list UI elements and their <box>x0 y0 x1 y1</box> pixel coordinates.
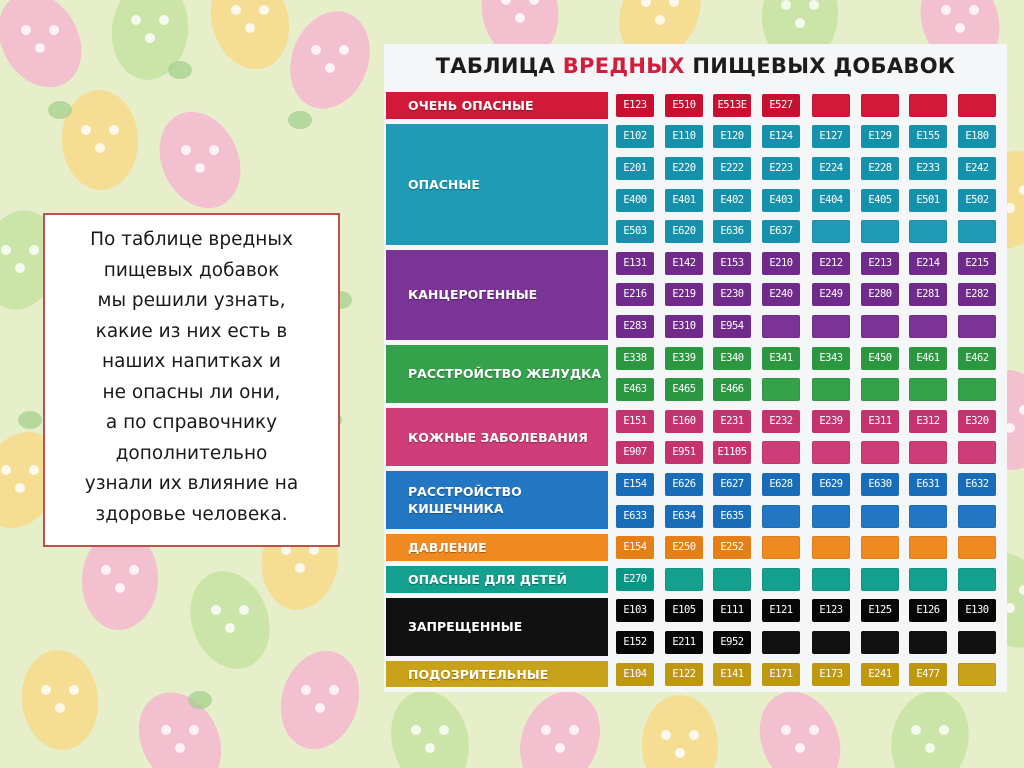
description-line: мы решили узнать, <box>97 290 286 311</box>
additive-code-cell: E282 <box>958 283 996 306</box>
category-label: ОПАСНЫЕ <box>386 124 608 245</box>
category-label: КОЖНЫЕ ЗАБОЛЕВАНИЯ <box>386 408 608 466</box>
category-label: ЗАПРЕЩЕННЫЕ <box>386 598 608 656</box>
empty-code-cell <box>812 631 850 654</box>
description-textbox <box>43 213 340 547</box>
additive-code-cell: E1105 <box>713 441 751 464</box>
empty-code-cell <box>812 505 850 528</box>
additive-code-cell: E223 <box>762 157 800 180</box>
empty-code-cell <box>909 568 947 591</box>
egg-dot <box>781 725 791 735</box>
egg-dot <box>209 145 219 155</box>
additive-code-cell: E124 <box>762 125 800 148</box>
egg-shape <box>506 679 614 768</box>
empty-code-cell <box>861 94 899 117</box>
additive-code-cell: E103 <box>616 599 654 622</box>
egg-shape <box>200 0 301 79</box>
additive-code-cell: E312 <box>909 410 947 433</box>
empty-code-cell <box>958 220 996 243</box>
category-label: РАССТРОЙСТВО ЖЕЛУДКА <box>386 345 608 403</box>
egg-dot <box>55 703 65 713</box>
empty-code-cell <box>958 378 996 401</box>
additive-code-cell: E503 <box>616 220 654 243</box>
egg-dot <box>195 163 205 173</box>
additive-code-cell: E120 <box>713 125 751 148</box>
additive-code-cell: E513E <box>713 94 751 117</box>
egg-dot <box>1 465 11 475</box>
additive-code-cell: E110 <box>665 125 703 148</box>
egg-dot <box>259 5 269 15</box>
empty-code-cell <box>812 536 850 559</box>
additive-code-cell: E215 <box>958 252 996 275</box>
additive-code-cell: E210 <box>762 252 800 275</box>
empty-code-cell <box>861 315 899 338</box>
empty-code-cell <box>762 631 800 654</box>
additive-code-cell: E219 <box>665 283 703 306</box>
egg-dot <box>49 25 59 35</box>
additive-code-cell: E527 <box>762 94 800 117</box>
additive-code-cell: E222 <box>713 157 751 180</box>
egg-shape <box>745 679 855 768</box>
additive-code-cell: E154 <box>616 536 654 559</box>
category-label: ПОДОЗРИТЕЛЬНЫЕ <box>386 661 608 688</box>
empty-code-cell <box>909 536 947 559</box>
additive-code-cell: E252 <box>713 536 751 559</box>
additive-code-cell: E636 <box>713 220 751 243</box>
empty-code-cell <box>762 441 800 464</box>
egg-shape <box>60 89 139 192</box>
additive-code-cell: E249 <box>812 283 850 306</box>
additive-code-cell: E283 <box>616 315 654 338</box>
additive-code-cell: E629 <box>812 473 850 496</box>
egg-dot <box>29 465 39 475</box>
additive-code-cell: E105 <box>665 599 703 622</box>
additive-code-cell: E404 <box>812 189 850 212</box>
additive-code-cell: E123 <box>812 599 850 622</box>
description-line: дополнительно <box>115 442 268 464</box>
empty-code-cell <box>762 505 800 528</box>
egg-dot <box>661 730 671 740</box>
egg-dot <box>41 685 51 695</box>
additive-code-cell: E239 <box>812 410 850 433</box>
egg-dot <box>29 245 39 255</box>
additive-code-cell: E180 <box>958 125 996 148</box>
egg-shape <box>17 646 103 753</box>
additive-code-cell: E627 <box>713 473 751 496</box>
additive-code-cell: E343 <box>812 347 850 370</box>
additive-code-cell: E462 <box>958 347 996 370</box>
additive-code-cell: E241 <box>861 663 899 686</box>
additive-code-cell: E211 <box>665 631 703 654</box>
egg-dot <box>425 743 435 753</box>
empty-code-cell <box>861 536 899 559</box>
additive-code-cell: E463 <box>616 378 654 401</box>
additive-code-cell: E339 <box>665 347 703 370</box>
additive-code-cell: E280 <box>861 283 899 306</box>
egg-dot <box>955 23 965 33</box>
egg-dot <box>325 63 335 73</box>
additive-code-cell: E141 <box>713 663 751 686</box>
additive-code-cell: E224 <box>812 157 850 180</box>
empty-code-cell <box>812 220 850 243</box>
egg-dot <box>439 725 449 735</box>
egg-dot <box>231 5 241 15</box>
confetti-dot <box>48 101 72 119</box>
egg-dot <box>689 730 699 740</box>
additive-code-cell: E630 <box>861 473 899 496</box>
egg-dot <box>411 725 421 735</box>
egg-dot <box>311 45 321 55</box>
additive-code-cell: E954 <box>713 315 751 338</box>
additive-code-cell: E111 <box>713 599 751 622</box>
additive-code-cell: E628 <box>762 473 800 496</box>
title-accent: ВРЕДНЫХ <box>562 54 685 78</box>
egg-dot <box>245 23 255 33</box>
confetti-dot <box>188 691 212 709</box>
empty-code-cell <box>762 378 800 401</box>
additive-code-cell: E228 <box>861 157 899 180</box>
egg-dot <box>115 583 125 593</box>
additive-code-cell: E233 <box>909 157 947 180</box>
additive-code-cell: E405 <box>861 189 899 212</box>
additive-code-cell: E155 <box>909 125 947 148</box>
description-line: По таблице вредных <box>90 229 293 250</box>
egg-dot <box>301 685 311 695</box>
additive-code-cell: E620 <box>665 220 703 243</box>
additive-code-cell: E401 <box>665 189 703 212</box>
additive-code-cell: E502 <box>958 189 996 212</box>
additive-code-cell: E465 <box>665 378 703 401</box>
category-label: КАНЦЕРОГЕННЫЕ <box>386 250 608 340</box>
egg-dot <box>81 125 91 135</box>
additive-code-cell: E320 <box>958 410 996 433</box>
empty-code-cell <box>665 568 703 591</box>
empty-code-cell <box>861 378 899 401</box>
empty-code-cell <box>958 663 996 686</box>
additive-code-cell: E232 <box>762 410 800 433</box>
category-label: ОЧЕНЬ ОПАСНЫЕ <box>386 92 608 119</box>
egg-dot <box>329 685 339 695</box>
egg-dot <box>109 125 119 135</box>
egg-shape <box>144 99 255 222</box>
additive-code-cell: E214 <box>909 252 947 275</box>
description-line: а по справочнику <box>105 412 278 433</box>
empty-code-cell <box>958 536 996 559</box>
empty-code-cell <box>812 94 850 117</box>
egg-shape <box>882 683 979 768</box>
additive-code-cell: E952 <box>713 631 751 654</box>
additive-code-cell: E102 <box>616 125 654 148</box>
egg-dot <box>69 685 79 695</box>
additive-code-cell: E152 <box>616 631 654 654</box>
additive-code-cell: E281 <box>909 283 947 306</box>
empty-code-cell <box>762 568 800 591</box>
egg-dot <box>21 25 31 35</box>
empty-code-cell <box>909 94 947 117</box>
category-label: ДАВЛЕНИЕ <box>386 534 608 561</box>
additive-code-cell: E403 <box>762 189 800 212</box>
confetti-dot <box>18 411 42 429</box>
description-line: не опасны ли они, <box>102 381 281 403</box>
additive-code-cell: E338 <box>616 347 654 370</box>
additive-code-cell: E123 <box>616 94 654 117</box>
additive-code-cell: E151 <box>616 410 654 433</box>
additive-code-cell: E130 <box>958 599 996 622</box>
empty-code-cell <box>909 441 947 464</box>
empty-code-cell <box>861 568 899 591</box>
additive-code-cell: E213 <box>861 252 899 275</box>
egg-dot <box>809 0 819 10</box>
egg-dot <box>211 605 221 615</box>
additive-code-cell: E216 <box>616 283 654 306</box>
additive-code-cell: E250 <box>665 536 703 559</box>
egg-dot <box>35 43 45 53</box>
empty-code-cell <box>812 378 850 401</box>
description-line: пищевых добавок <box>103 259 280 281</box>
title-part1: ТАБЛИЦА <box>435 54 563 78</box>
empty-code-cell <box>861 441 899 464</box>
egg-dot <box>159 15 169 25</box>
additive-code-cell: E104 <box>616 663 654 686</box>
title-part2: ПИЩЕВЫХ ДОБАВОК <box>684 54 956 78</box>
additive-code-cell: E310 <box>665 315 703 338</box>
additive-code-cell: E637 <box>762 220 800 243</box>
egg-dot <box>655 15 665 25</box>
egg-dot <box>911 725 921 735</box>
empty-code-cell <box>861 220 899 243</box>
egg-dot <box>781 0 791 10</box>
egg-dot <box>675 748 685 758</box>
egg-dot <box>925 743 935 753</box>
additive-code-cell: E240 <box>762 283 800 306</box>
empty-code-cell <box>958 568 996 591</box>
confetti-dot <box>288 111 312 129</box>
egg-dot <box>941 5 951 15</box>
additive-code-cell: E951 <box>665 441 703 464</box>
additive-code-cell: E466 <box>713 378 751 401</box>
additive-code-cell: E220 <box>665 157 703 180</box>
description-line: здоровье человека. <box>95 503 288 525</box>
additive-code-cell: E634 <box>665 505 703 528</box>
additive-code-cell: E129 <box>861 125 899 148</box>
category-label: ОПАСНЫЕ ДЛЯ ДЕТЕЙ <box>386 566 608 593</box>
empty-code-cell <box>958 94 996 117</box>
empty-code-cell <box>909 505 947 528</box>
additive-code-cell: E461 <box>909 347 947 370</box>
additive-code-cell: E212 <box>812 252 850 275</box>
egg-dot <box>95 143 105 153</box>
additive-code-cell: E173 <box>812 663 850 686</box>
additive-code-cell: E477 <box>909 663 947 686</box>
empty-code-cell <box>861 505 899 528</box>
egg-dot <box>1 245 11 255</box>
egg-dot <box>315 703 325 713</box>
egg-dot <box>939 725 949 735</box>
additive-code-cell: E635 <box>713 505 751 528</box>
empty-code-cell <box>909 220 947 243</box>
empty-code-cell <box>909 378 947 401</box>
additive-code-cell: E131 <box>616 252 654 275</box>
description-line: наших напитках и <box>102 351 281 372</box>
egg-dot <box>295 563 305 573</box>
egg-dot <box>189 725 199 735</box>
poster-title <box>384 44 1007 88</box>
additive-code-cell: E171 <box>762 663 800 686</box>
category-label: РАССТРОЙСТВО КИШЕЧНИКА <box>386 471 608 529</box>
empty-code-cell <box>958 315 996 338</box>
additive-code-cell: E121 <box>762 599 800 622</box>
additive-code-cell: E400 <box>616 189 654 212</box>
egg-dot <box>795 18 805 28</box>
egg-dot <box>225 623 235 633</box>
empty-code-cell <box>861 631 899 654</box>
additive-code-cell: E311 <box>861 410 899 433</box>
additive-code-cell: E127 <box>812 125 850 148</box>
empty-code-cell <box>762 315 800 338</box>
egg-dot <box>969 5 979 15</box>
egg-shape <box>269 641 371 759</box>
egg-shape <box>0 0 98 102</box>
additive-code-cell: E242 <box>958 157 996 180</box>
empty-code-cell <box>958 441 996 464</box>
egg-dot <box>795 743 805 753</box>
additive-code-cell: E626 <box>665 473 703 496</box>
egg-dot <box>15 263 25 273</box>
additive-code-cell: E154 <box>616 473 654 496</box>
empty-code-cell <box>762 536 800 559</box>
additive-code-cell: E501 <box>909 189 947 212</box>
empty-code-cell <box>812 315 850 338</box>
egg-dot <box>145 33 155 43</box>
additive-code-cell: E126 <box>909 599 947 622</box>
egg-dot <box>175 743 185 753</box>
additive-code-cell: E631 <box>909 473 947 496</box>
egg-dot <box>131 15 141 25</box>
additive-code-cell: E450 <box>861 347 899 370</box>
egg-dot <box>555 743 565 753</box>
additive-code-cell: E632 <box>958 473 996 496</box>
additive-code-cell: E907 <box>616 441 654 464</box>
egg-dot <box>239 605 249 615</box>
additive-code-cell: E125 <box>861 599 899 622</box>
egg-shape <box>277 0 384 120</box>
empty-code-cell <box>909 631 947 654</box>
egg-dot <box>541 725 551 735</box>
egg-shape <box>380 682 479 768</box>
additive-code-cell: E230 <box>713 283 751 306</box>
additive-code-cell: E122 <box>665 663 703 686</box>
egg-dot <box>15 483 25 493</box>
additive-code-cell: E402 <box>713 189 751 212</box>
additive-code-cell: E510 <box>665 94 703 117</box>
additive-code-cell: E231 <box>713 410 751 433</box>
empty-code-cell <box>958 631 996 654</box>
egg-dot <box>809 725 819 735</box>
empty-code-cell <box>713 568 751 591</box>
additives-table-poster <box>384 44 1007 692</box>
egg-dot <box>181 145 191 155</box>
egg-shape <box>123 678 238 768</box>
additive-code-cell: E270 <box>616 568 654 591</box>
additive-code-cell: E153 <box>713 252 751 275</box>
additive-code-cell: E341 <box>762 347 800 370</box>
empty-code-cell <box>812 568 850 591</box>
egg-dot <box>161 725 171 735</box>
additive-code-cell: E633 <box>616 505 654 528</box>
egg-dot <box>515 13 525 23</box>
additive-code-cell: E160 <box>665 410 703 433</box>
empty-code-cell <box>958 505 996 528</box>
empty-code-cell <box>909 315 947 338</box>
empty-code-cell <box>812 441 850 464</box>
description-line: узнали их влияние на <box>84 473 299 494</box>
confetti-dot <box>168 61 192 79</box>
egg-dot <box>129 565 139 575</box>
egg-dot <box>101 565 111 575</box>
additive-code-cell: E201 <box>616 157 654 180</box>
additive-code-cell: E142 <box>665 252 703 275</box>
egg-dot <box>339 45 349 55</box>
egg-dot <box>569 725 579 735</box>
description-line: какие из них есть в <box>95 320 288 342</box>
additive-code-cell: E340 <box>713 347 751 370</box>
